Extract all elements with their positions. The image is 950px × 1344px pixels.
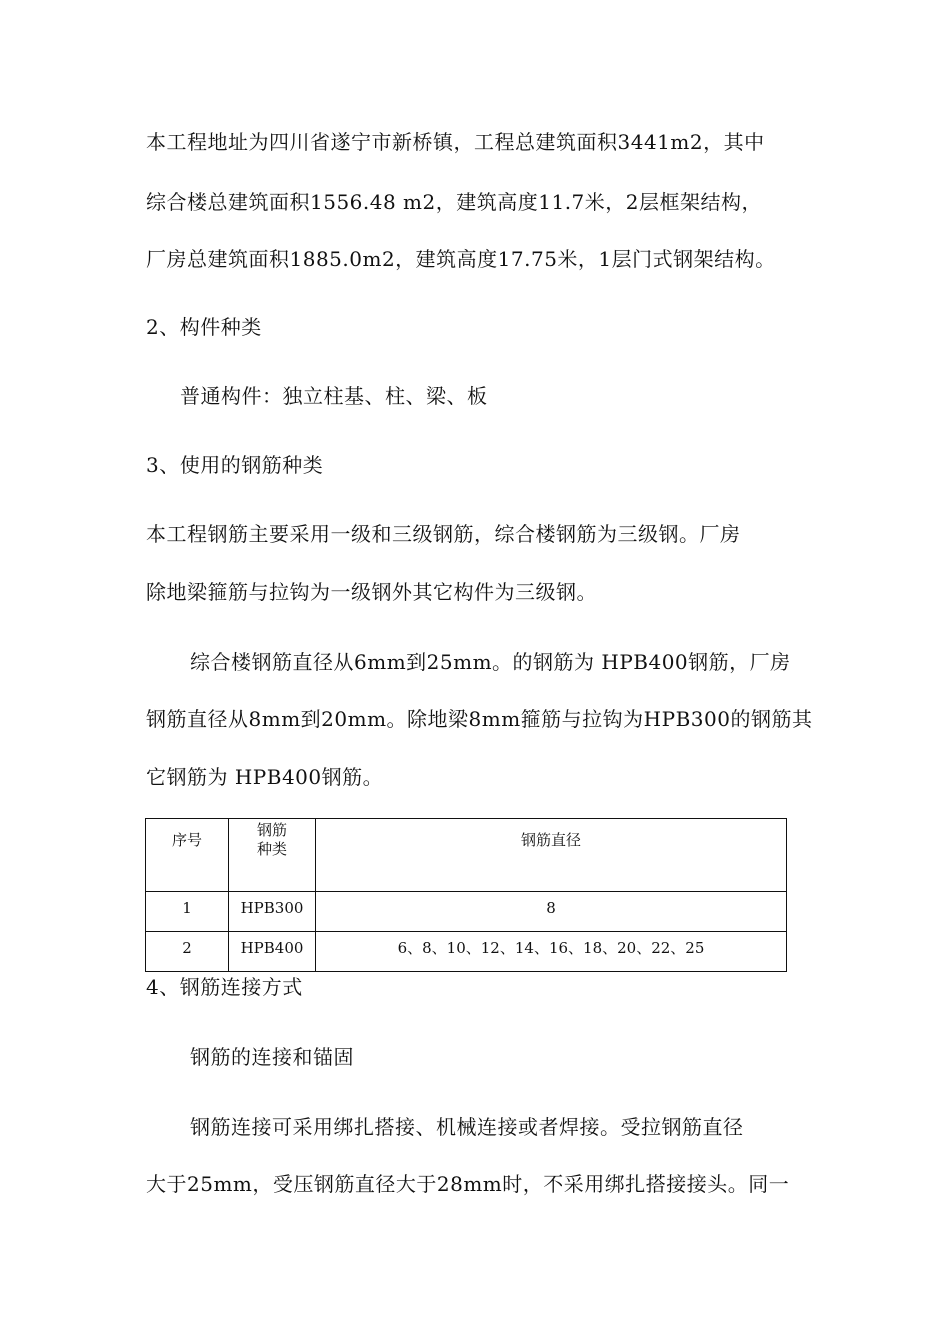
table-header-cell [229,819,316,892]
paragraph-line: 钢筋的连接和锚固 [190,1045,354,1069]
table-header-cell: 序号 [146,819,229,892]
paragraph-line: 综合楼总建筑面积1556.48 m2，建筑高度11.7米，2层框架结构， [146,190,763,214]
paragraph-line: 厂房总建筑面积1885.0m2，建筑高度17.75米，1层门式钢架结构。 [146,247,776,271]
table-cell: 6、8、10、12、14、16、18、20、22、25 [316,932,787,972]
table-cell: 8 [316,892,787,932]
paragraph-line: 它钢筋为 HPB400钢筋。 [146,765,384,789]
table-cell: HPB300 [229,892,316,932]
section-heading: 3、使用的钢筋种类 [146,453,324,477]
paragraph-line: 综合楼钢筋直径从6mm到25mm。的钢筋为 HPB400钢筋，厂房 [190,650,791,674]
paragraph-line: 本工程地址为四川省遂宁市新桥镇，工程总建筑面积3441m2，其中 [146,130,765,154]
paragraph-line: 大于25mm，受压钢筋直径大于28mm时，不采用绑扎搭接接头。同一 [146,1172,790,1196]
table-row [146,892,787,932]
table-cell: HPB400 [229,932,316,972]
table-header-text: 钢筋种类 [256,821,287,858]
paragraph-line: 钢筋直径从8mm到20mm。除地梁8mm箍筋与拉钩为HPB300的钢筋其 [146,707,813,731]
section-heading: 4、钢筋连接方式 [146,975,303,999]
table-row [146,932,787,972]
table-header-row [146,819,787,892]
paragraph-line: 钢筋连接可采用绑扎搭接、机械连接或者焊接。受拉钢筋直径 [190,1115,744,1139]
paragraph-line: 普通构件：独立柱基、柱、梁、板 [180,384,488,408]
table-cell: 1 [146,892,229,932]
paragraph-line: 本工程钢筋主要采用一级和三级钢筋，综合楼钢筋为三级钢。厂房 [146,522,741,546]
table-cell: 2 [146,932,229,972]
paragraph-line: 除地梁箍筋与拉钩为一级钢外其它构件为三级钢。 [146,580,597,604]
table-header-cell: 钢筋直径 [316,819,787,892]
rebar-table [145,818,787,972]
section-heading: 2、构件种类 [146,315,262,339]
